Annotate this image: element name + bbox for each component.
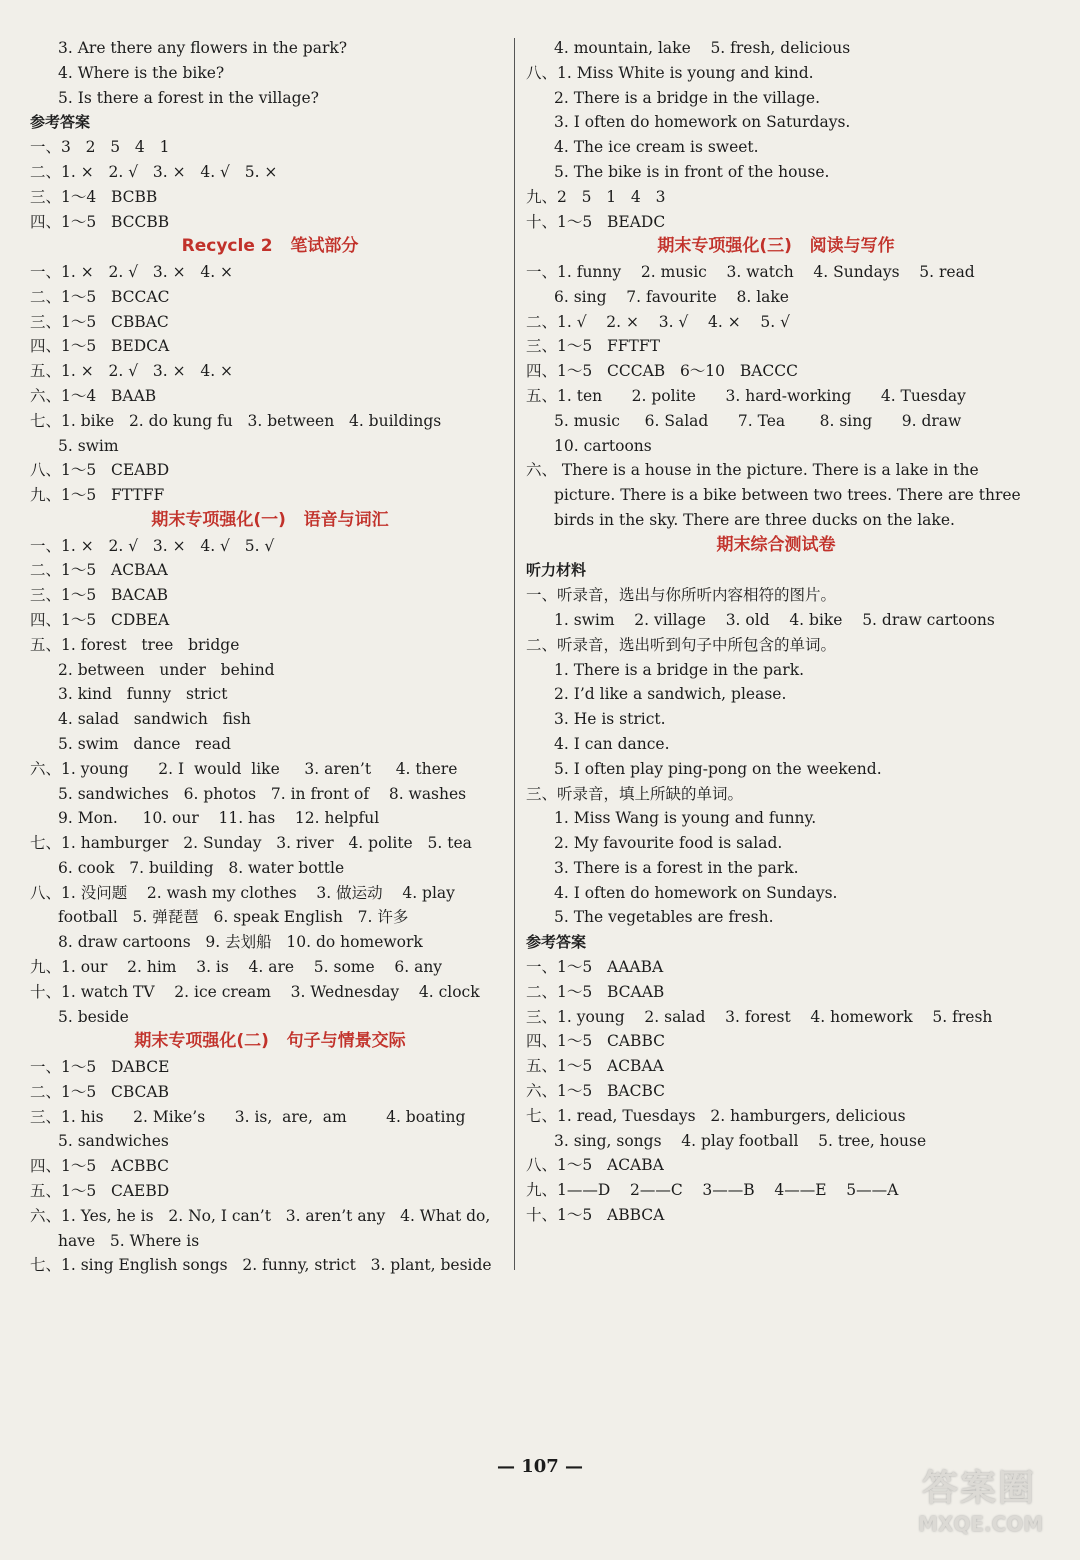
section-label: 听力材料: [526, 561, 587, 580]
answer-line: 二、1～5 BCCAC: [30, 287, 170, 306]
answer-subline: 5. The vegetables are fresh.: [554, 908, 774, 927]
answer-line: 一、听录音，选出与你所听内容相符的图片。: [526, 586, 837, 605]
answer-line: 二、1～5 ACBAA: [30, 561, 168, 580]
answer-line: 三、1～5 BACAB: [30, 586, 169, 605]
answer-line: 十、1. watch TV 2. ice cream 3. Wednesday 4. clock: [30, 982, 480, 1001]
answer-line: 四、1～5 BEDCA: [30, 337, 170, 356]
answer-subline: 5. sandwiches: [58, 1132, 169, 1151]
answer-line: 二、1. √ 2. × 3. √ 4. × 5. √: [526, 312, 791, 331]
answer-line: 八、1～5 ACABA: [526, 1156, 664, 1175]
answer-subline: 2. I’d like a sandwich, please.: [554, 685, 787, 704]
section-heading: 期末综合测试卷: [716, 534, 836, 555]
answer-line: 五、1～5 ACBAA: [526, 1057, 664, 1076]
answer-subline: 3. sing, songs 4. play football 5. tree, house: [554, 1131, 927, 1150]
answer-line: 一、1～5 AAABA: [526, 958, 664, 977]
answer-subline: 8. draw cartoons 9. 去划船 10. do homework: [58, 933, 423, 952]
section-heading: 期末专项强化(二) 句子与情景交际: [134, 1031, 406, 1052]
answer-line: 九、2 5 1 4 3: [526, 187, 666, 206]
section-label: 参考答案: [30, 113, 91, 132]
answer-line: 一、1. × 2. √ 3. × 4. ×: [30, 262, 234, 281]
answer-subline: 6. cook 7. building 8. water bottle: [58, 858, 345, 877]
answer-subline: 4. I often do homework on Sundays.: [554, 883, 838, 902]
answer-line: 二、1～5 BCAAB: [526, 982, 665, 1001]
answer-line: 五、1. ten 2. polite 3. hard-working 4. Tuesday: [526, 386, 966, 405]
watermark-title: 答案圈: [922, 1468, 1037, 1509]
answer-subline: 5. swim dance read: [58, 734, 231, 753]
answer-subline: 10. cartoons: [554, 436, 652, 455]
answer-subline: 6. sing 7. favourite 8. lake: [554, 287, 789, 306]
answer-line: 六、1～5 BACBC: [526, 1082, 665, 1101]
answer-line: 三、1～5 CBBAC: [30, 312, 169, 331]
answer-paragraph: 六、 There is a house in the picture. There is a lake in the picture. There is a bike between two trees. There are three birds in the sky. There are three ducks on the lake.: [526, 461, 1021, 529]
answer-subline: 5. Is there a forest in the village?: [58, 88, 319, 107]
answer-line: 一、1～5 DABCE: [30, 1058, 170, 1077]
answer-subline: 3. kind funny strict: [58, 685, 228, 704]
answer-line: 一、1. × 2. √ 3. × 4. √ 5. √: [30, 536, 275, 555]
answer-line: 四、1～5 BCCBB: [30, 212, 170, 231]
answer-line: 九、1. our 2. him 3. is 4. are 5. some 6. any: [30, 958, 443, 977]
answer-line: 七、1. bike 2. do kung fu 3. between 4. buildings: [30, 411, 442, 430]
answer-subline: 3. I often do homework on Saturdays.: [554, 113, 851, 132]
answer-line: 六、1. young 2. I would like 3. aren’t 4. there: [30, 759, 458, 778]
answer-line: 九、1～5 FTTFF: [30, 486, 165, 505]
right-column: [526, 36, 1026, 1228]
answer-line: 七、1. read, Tuesdays 2. hamburgers, delicious: [526, 1106, 906, 1125]
answer-line: 六、1. Yes, he is 2. No, I can’t 3. aren’t any 4. What do,: [30, 1206, 491, 1225]
answer-subline: 4. salad sandwich fish: [58, 710, 251, 729]
answer-line: 四、1～5 CCCAB 6～10 BACCC: [526, 362, 798, 381]
answer-subline: 3. There is a forest in the park.: [554, 858, 799, 877]
answer-line: 二、1. × 2. √ 3. × 4. √ 5. ×: [30, 162, 278, 181]
answer-subline: 4. I can dance.: [554, 734, 670, 753]
answer-subline: 4. The ice cream is sweet.: [554, 138, 759, 157]
answer-line: 四、1～5 ACBBC: [30, 1157, 169, 1176]
answer-line: 七、1. sing English songs 2. funny, strict 3. plant, beside: [30, 1256, 492, 1275]
answer-subline: 5. swim: [58, 436, 119, 455]
answer-line: 十、1～5 ABBCA: [526, 1206, 665, 1225]
answer-line: 五、1. × 2. √ 3. × 4. ×: [30, 362, 234, 381]
section-label: 参考答案: [526, 933, 587, 952]
answer-line: 八、1. Miss White is young and kind.: [526, 63, 814, 82]
answer-subline: 3. He is strict.: [554, 710, 666, 729]
answer-subline: 1. swim 2. village 3. old 4. bike 5. draw cartoons: [554, 610, 995, 629]
answer-subline: 3. Are there any flowers in the park?: [58, 39, 348, 57]
answer-subline: football 5. 弹琵琶 6. speak English 7. 许多: [58, 908, 409, 927]
answer-subline: 1. Miss Wang is young and funny.: [554, 809, 817, 828]
answer-line: 三、听录音，填上所缺的单词。: [526, 784, 744, 803]
answer-line: 一、3 2 5 4 1: [30, 138, 170, 157]
answer-line: 四、1～5 CABBC: [526, 1032, 665, 1051]
page-number: — 107 —: [496, 1456, 584, 1477]
answer-line: 二、听录音，选出听到句子中所包含的单词。: [526, 635, 837, 654]
answer-line: 八、1～5 CEABD: [30, 461, 170, 480]
answer-subline: 5. I often play ping-pong on the weekend.: [554, 759, 882, 778]
answer-line: 二、1～5 CBCAB: [30, 1082, 169, 1101]
answer-line: 一、1. funny 2. music 3. watch 4. Sundays 5. read: [526, 262, 975, 281]
answer-line: 六、1～4 BAAB: [30, 386, 157, 405]
answer-subline: have 5. Where is: [58, 1231, 200, 1250]
answer-line: 五、1～5 CAEBD: [30, 1182, 170, 1201]
answer-subline: 2. My favourite food is salad.: [554, 834, 783, 853]
answer-line: 八、1. 没问题 2. wash my clothes 3. 做运动 4. play: [30, 883, 455, 902]
answer-line: 十、1～5 BEADC: [526, 212, 666, 231]
answer-subline: 9. Mon. 10. our 11. has 12. helpful: [58, 809, 380, 828]
answer-line: 四、1～5 CDBEA: [30, 610, 170, 629]
left-column: [30, 36, 510, 1278]
column-divider: [514, 38, 515, 1270]
answer-subline: 4. mountain, lake 5. fresh, delicious: [554, 39, 851, 57]
answer-subline: 5. sandwiches 6. photos 7. in front of 8. washes: [58, 784, 467, 803]
answer-line: 七、1. hamburger 2. Sunday 3. river 4. polite 5. tea: [30, 834, 472, 853]
answer-subline: 4. Where is the bike?: [58, 63, 225, 82]
answer-subline: 5. The bike is in front of the house.: [554, 162, 830, 181]
answer-line: 九、1——D 2——C 3——B 4——E 5——A: [526, 1181, 899, 1200]
answer-line: 三、1～5 FFTFT: [526, 337, 660, 356]
answer-line: 五、1. forest tree bridge: [30, 635, 240, 654]
section-heading: 期末专项强化(一) 语音与词汇: [151, 509, 389, 530]
answer-subline: 5. beside: [58, 1007, 129, 1026]
section-heading: Recycle 2 笔试部分: [181, 236, 359, 257]
answer-line: 三、1. young 2. salad 3. forest 4. homework 5. fresh: [526, 1007, 993, 1026]
section-heading: 期末专项强化(三) 阅读与写作: [657, 236, 895, 257]
watermark-logo: [916, 1460, 1066, 1550]
watermark-url: MXQE.COM: [918, 1512, 1044, 1536]
answer-line: 三、1～4 BCBB: [30, 187, 158, 206]
answer-subline: 2. between under behind: [58, 660, 275, 679]
answer-line: 三、1. his 2. Mike’s 3. is, are, am 4. boating: [30, 1107, 466, 1126]
answer-subline: 1. There is a bridge in the park.: [554, 660, 805, 679]
answer-subline: 2. There is a bridge in the village.: [554, 88, 821, 107]
answer-subline: 5. music 6. Salad 7. Tea 8. sing 9. draw: [554, 411, 962, 430]
